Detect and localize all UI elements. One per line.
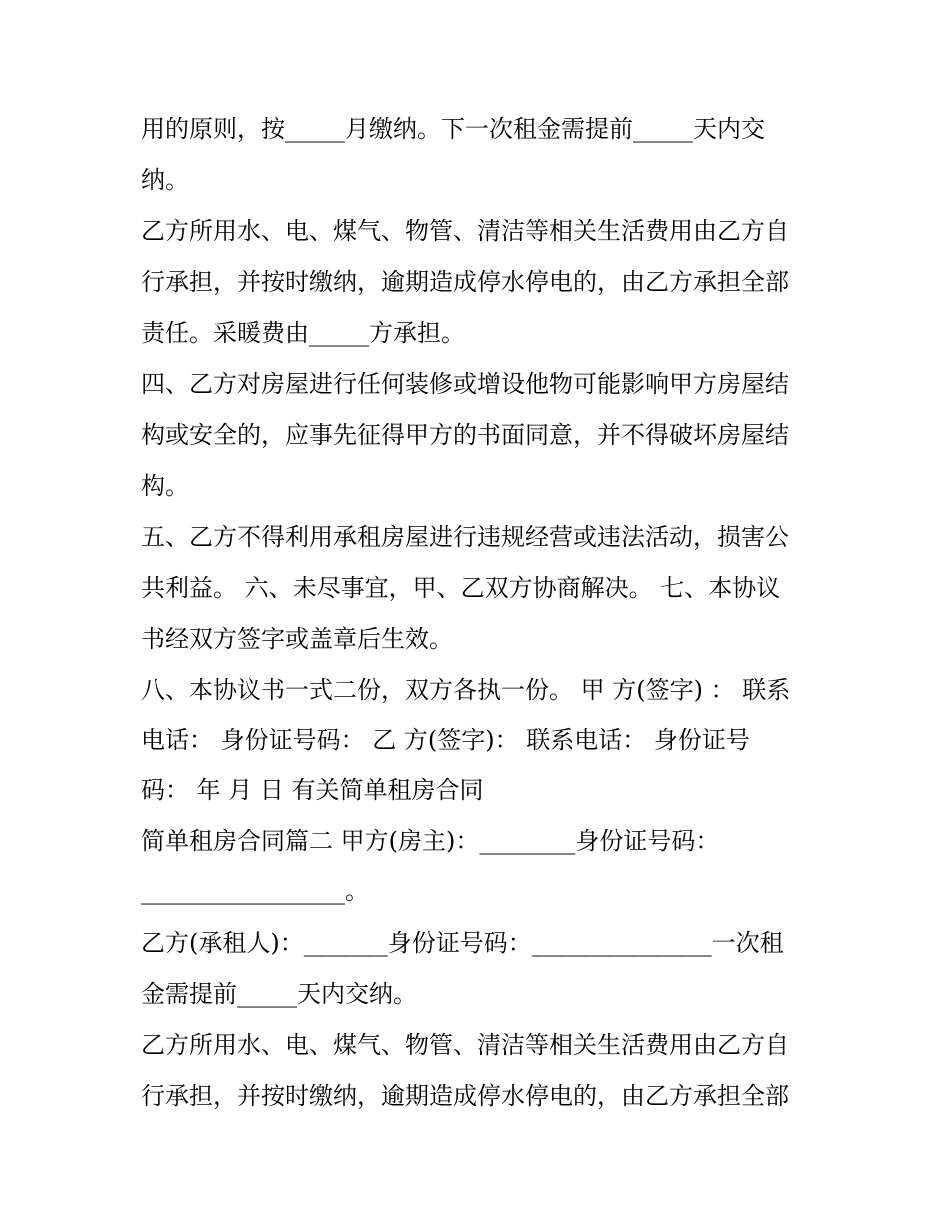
- text-line: 书经双方签字或盖章后生效。: [141, 625, 453, 653]
- text-line: 行承担，并按时缴纳，逾期造成停水停电的，由乙方承担全部: [141, 268, 789, 296]
- text-line: 乙方所用水、电、煤气、物管、清洁等相关生活费用由乙方自: [141, 217, 789, 245]
- text-line: 码： 年 月 日 有关简单租房合同: [141, 776, 484, 804]
- text-line: 金需提前_____天内交纳。: [141, 980, 417, 1008]
- text-line: 构。: [141, 472, 189, 500]
- text-line: 乙方所用水、电、煤气、物管、清洁等相关生活费用由乙方自: [141, 1031, 789, 1059]
- text-line: 用的原则，按_____月缴纳。下一次租金需提前_____天内交: [141, 115, 765, 143]
- text-line: 行承担，并按时缴纳，逾期造成停水停电的，由乙方承担全部: [141, 1082, 789, 1110]
- text-line: 简单租房合同篇二 甲方(房主)：________身份证号码：: [141, 827, 720, 855]
- text-line: 纳。: [141, 166, 189, 194]
- text-line: 四、乙方对房屋进行任何装修或增设他物可能影响甲方房屋结: [141, 370, 789, 398]
- text-line: 八、本协议书一式二份，双方各执一份。 甲 方(签字) ： 联系: [141, 676, 791, 704]
- text-line: 共利益。 六、未尽事宜，甲、乙双方协商解决。 七、本协议: [141, 574, 781, 602]
- text-line: 乙方(承租人)：_______身份证号码：_______________一次租: [141, 929, 784, 957]
- text-line: 责任。采暖费由_____方承担。: [141, 319, 465, 347]
- text-line: 五、乙方不得利用承租房屋进行违规经营或违法活动，损害公: [141, 523, 789, 551]
- text-line: 电话： 身份证号码： 乙 方(签字)： 联系电话： 身份证号: [141, 726, 750, 754]
- text-line: 构或安全的，应事先征得甲方的书面同意，并不得破坏房屋结: [141, 421, 789, 449]
- text-line: _________________。: [141, 877, 369, 905]
